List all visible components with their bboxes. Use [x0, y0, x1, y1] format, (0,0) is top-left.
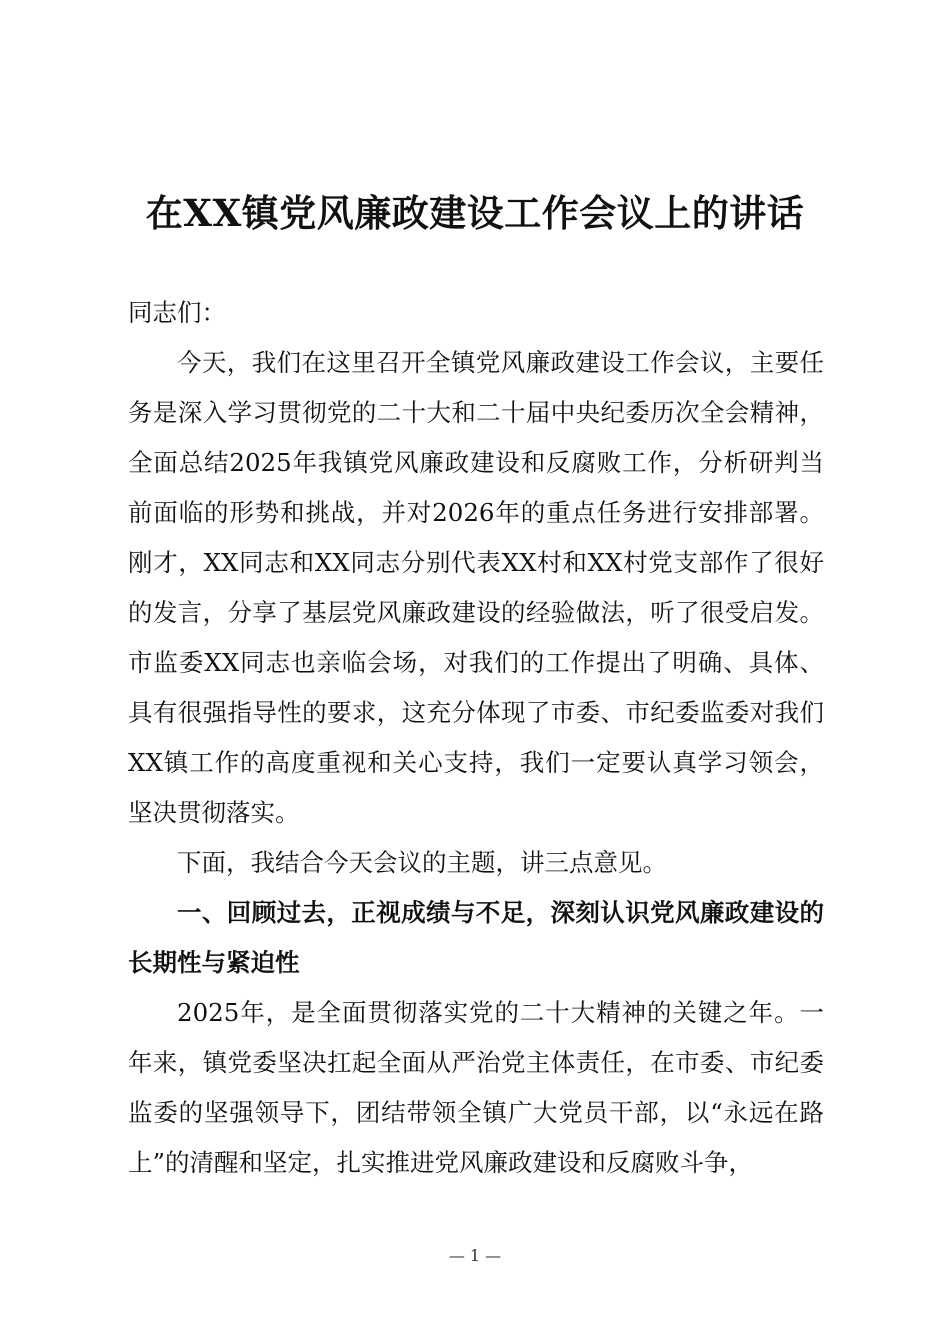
document-title: 在XX镇党风廉政建设工作会议上的讲话: [145, 191, 805, 235]
salutation: 同志们：: [128, 298, 226, 327]
document-body: [128, 288, 824, 1188]
section-heading-1: 一、回顾过去，正视成绩与不足，深刻认识党风廉政建设的长期性与紧迫性: [128, 898, 824, 977]
paragraph-transition: 下面，我结合今天会议的主题，讲三点意见。: [177, 848, 667, 877]
page-number: — 1 —: [448, 1246, 502, 1265]
paragraph-opening: 今天，我们在这里召开全镇党风廉政建设工作会议，主要任务是深入学习贯彻党的二十大和二十届中央纪委历次全会精神，全面总结2025年我镇党风廉政建设和反腐败工作，分析研判当前面临的形势和挑战，并对2026年的重点任务进行安排部署。刚才，XX同志和XX同志分别代表XX村和XX村党支部作了很好的发言，分享了基层党风廉政建设的经验做法，听了很受启发。市监委XX同志也亲临会场，对我们的工作提出了明确、具体、具有很强指导性的要求，这充分体现了市委、市纪委监委对我们XX镇工作的高度重视和关心支持，我们一定要认真学习领会，坚决贯彻落实。: [128, 348, 824, 827]
section-1-paragraph: 2025年，是全面贯彻落实党的二十大精神的关键之年。一年来，镇党委坚决扛起全面从严治党主体责任，在市委、市纪委监委的坚强领导下，团结带领全镇广大党员干部，以“永远在路上”的清醒和坚定，扎实推进党风廉政建设和反腐败斗争，: [128, 998, 824, 1177]
